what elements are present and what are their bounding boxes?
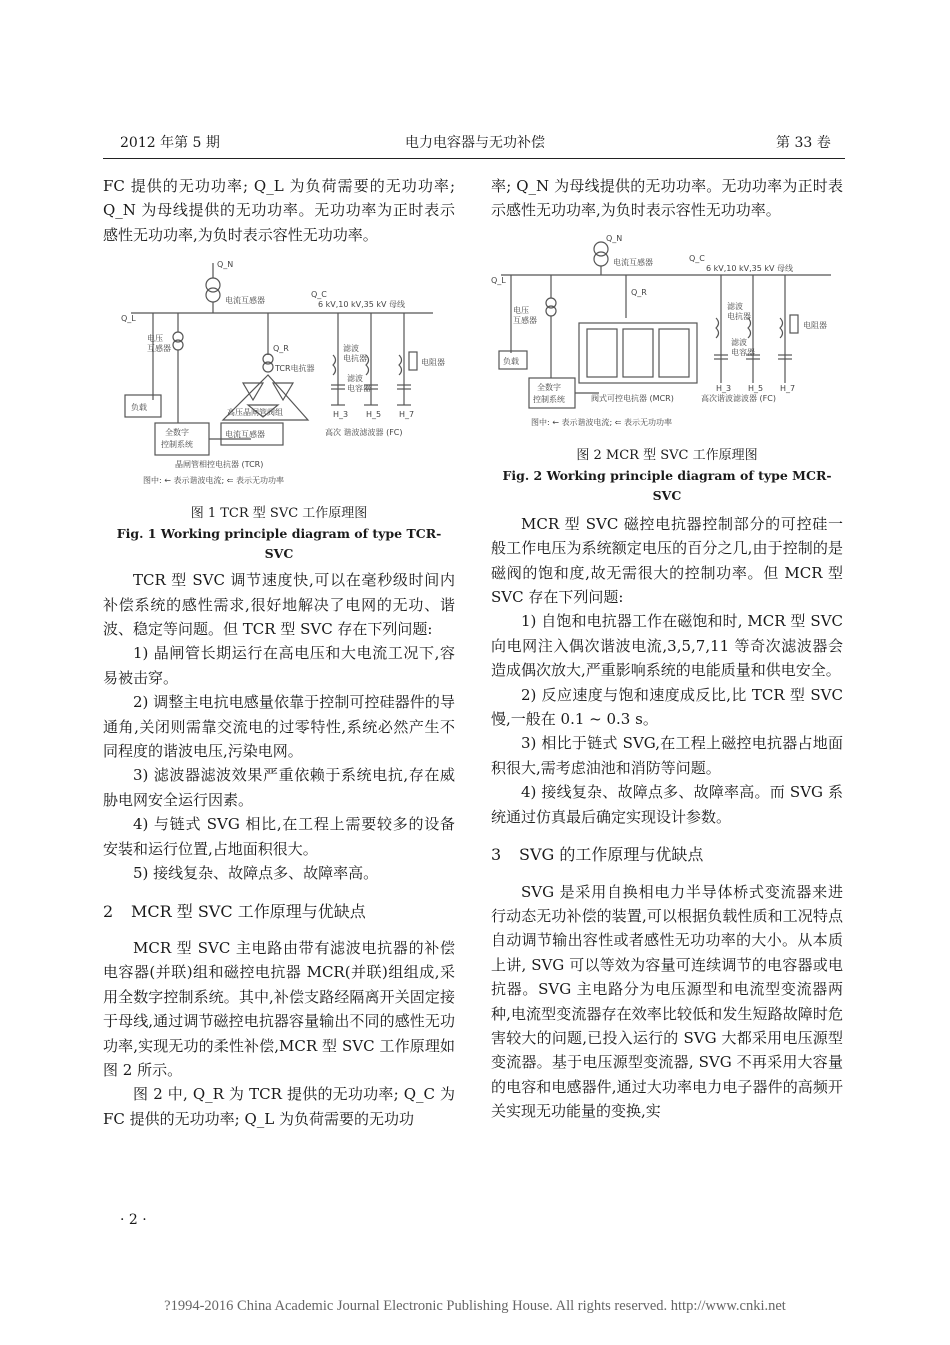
journal-issue: 2012 年第 5 期 xyxy=(120,135,220,151)
fig2-h7: H_7 xyxy=(780,383,796,393)
section-3-number: 3 xyxy=(491,845,502,865)
left-para-2: TCR 型 SVC 调节速度快,可以在毫秒级时间内补偿系统的感性需求,很好地解决了电网的无功、谐波、稳定等问题。但 TCR 型 SVC 存在下列问题: xyxy=(103,571,455,639)
right-item-4: 4) 接线复杂、故障点多、故障率高。而 SVG 系统通过仿真最后确定实现设计参数。 xyxy=(491,783,843,826)
fig2-res: 电阻器 xyxy=(803,320,827,330)
fig1-load: 负载 xyxy=(131,403,147,413)
fig2-caption-cn: 图 2 MCR 型 SVC 工作原理图 xyxy=(576,447,758,463)
right-item-2: 2) 反应速度与饱和速度成反比,比 TCR 型 SVC 慢,一般在 0.1 ~ 0.3 s。 xyxy=(491,685,843,729)
fig1-legend: 图中: ← 表示谐波电流; ⇐ 表示无功功率 xyxy=(143,476,284,486)
fig2-qr: Q_R xyxy=(631,287,647,297)
left-item-2: 2) 调整主电抗电感量依靠于控制可控硅器件的导通角,关闭则需靠交流电的过零特性,系统必然产生不同程度的谐波电压,污染电网。 xyxy=(103,693,455,761)
fig2-bus: 6 kV,10 kV,35 kV 母线 xyxy=(706,263,794,273)
fig1-h3: H_3 xyxy=(333,410,349,420)
fig2-load: 负载 xyxy=(503,356,519,366)
fig1-filt4: 电容器 xyxy=(347,384,371,394)
fig1-bus: 6 kV,10 kV,35 kV 母线 xyxy=(318,300,406,310)
right-para-2: MCR 型 SVC 磁控电抗器控制部分的可控硅一般工作电压为系统额定电压的百分之几,由于控制的是磁阀的饱和度,故无需很大的控制功率。但 MCR 型 SVC 存在下列问题: xyxy=(491,514,843,607)
fig1-res: 电阻器 xyxy=(421,358,445,368)
figure-1-tcr-diagram xyxy=(103,255,455,500)
right-para-3: SVG 是采用自换相电力半导体桥式变流器来进行动态无功补偿的装置,可以根据负载性质和工况特点自动调节输出容性或者感性无功功率的大小。从本质上讲, SVG 可以等效为容量可连续调节的电容器或电抗器。SVG 主电路分为电压源型和电流型变流器两种,电流型变流器存在效率比较低和发生短路故障时危害较大的问题,已投入运行的 SVG 大都采用电压源型变流器。基于电压源型变流器, SVG 不再采用大容量的电容和电感器件,通过大功率电力电子器件的高频开关实现无功能量的变换,实 xyxy=(491,882,843,1121)
fig1-qr: Q_R xyxy=(273,344,289,354)
fig2-filt1: 滤波 xyxy=(727,301,743,311)
left-para-4: 图 2 中, Q_R 为 TCR 提供的无功功率; Q_C 为 FC 提供的无功功率; Q_L 为负荷需要的无功功 xyxy=(103,1085,455,1128)
fig1-caption-cn: 图 1 TCR 型 SVC 工作原理图 xyxy=(190,506,368,522)
page-number: · 2 · xyxy=(120,1212,147,1228)
fig1-thy: 高压晶闸管阀组 xyxy=(227,408,283,418)
fig1-qc: Q_C xyxy=(311,290,327,300)
fig1-ctrl2: 控制系统 xyxy=(161,440,193,450)
fig2-ctrl2: 控制系统 xyxy=(533,394,565,404)
fig1-filt3: 滤波 xyxy=(347,374,363,384)
fig2-h3: H_3 xyxy=(716,383,732,393)
header-rule xyxy=(103,158,845,159)
fig1-ql: Q_L xyxy=(121,314,136,324)
fig2-h5: H_5 xyxy=(748,383,764,393)
fig2-pt2: 互感器 xyxy=(513,315,537,325)
fig2-qc: Q_C xyxy=(689,253,705,263)
fig2-caption-en: Fig. 2 Working principle diagram of type MCR-SVC xyxy=(502,467,832,503)
fig2-filt4: 电容器 xyxy=(731,347,755,357)
fig1-fc: 高次 谐波滤波器 (FC) xyxy=(325,428,403,438)
fig1-tcr: TCR电抗器 xyxy=(275,364,315,374)
section-2-heading xyxy=(103,900,455,924)
fig1-h7: H_7 xyxy=(399,410,415,420)
fig2-filt2: 电抗器 xyxy=(727,311,751,321)
fig1-pt2: 互感器 xyxy=(147,344,171,354)
journal-volume: 第 33 卷 xyxy=(776,135,831,151)
fig1-tcr-full: 晶闸管相控电抗器 (TCR) xyxy=(175,460,264,470)
fig1-ctrl1: 全数字 xyxy=(165,428,189,438)
journal-title: 电力电容器与无功补偿 xyxy=(405,135,545,151)
section-2-title: MCR 型 SVC 工作原理与优缺点 xyxy=(131,901,366,921)
fig1-filt2: 电抗器 xyxy=(343,354,367,364)
fig1-filt1: 滤波 xyxy=(343,344,359,354)
fig1-qn: Q_N xyxy=(217,260,234,270)
fig1-pt1: 电压 xyxy=(147,334,163,344)
fig2-ct: 电流互感器 xyxy=(613,257,653,267)
fig1-h5: H_5 xyxy=(366,410,382,420)
section-3-heading xyxy=(491,843,843,867)
fig2-qn: Q_N xyxy=(606,233,623,243)
section-3-title: SVG 的工作原理与优缺点 xyxy=(519,845,704,865)
left-item-1: 1) 晶闸管长期运行在高电压和大电流工况下,容易被击穿。 xyxy=(103,644,455,687)
fig1-caption-en: Fig. 1 Working principle diagram of type TCR-SVC xyxy=(116,526,442,562)
left-column xyxy=(103,174,455,1131)
fig2-fc: 高次谐波滤波器 (FC) xyxy=(701,393,776,403)
right-column xyxy=(491,174,843,1124)
fig2-pt1: 电压 xyxy=(513,305,529,315)
fig2-ctrl1: 全数字 xyxy=(537,382,561,392)
section-2-number: 2 xyxy=(103,901,114,921)
fig2-legend: 图中: ← 表示谐波电流; ⇐ 表示无功功率 xyxy=(531,417,672,427)
left-item-4: 4) 与链式 SVG 相比,在工程上需要较多的设备安装和运行位置,占地面积很大。 xyxy=(103,815,455,858)
right-item-1: 1) 自饱和电抗器工作在磁饱和时, MCR 型 SVC 向电网注入偶次谐波电流,3,5,7,11 等奇次滤波器会造成偶次放大,严重影响系统的电能质量和供电安全。 xyxy=(491,612,843,680)
fig2-filt3: 滤波 xyxy=(731,337,747,347)
right-item-3: 3) 相比于链式 SVG,在工程上磁控电抗器占地面积很大,需考虑油池和消防等问题。 xyxy=(491,734,843,777)
left-item-5: 5) 接线复杂、故障点多、故障率高。 xyxy=(133,864,379,883)
fig2-mcr: 阀式可控电抗器 (MCR) xyxy=(591,393,674,403)
left-para-3: MCR 型 SVC 主电路由带有滤波电抗器的补偿电容器(并联)组和磁控电抗器 MCR(并联)组组成,采用全数字控制系统。其中,补偿支路经隔离开关固定接于母线,通过调节磁控电抗器容量输出不同的感性无功功率,实现无功的柔性补偿,MCR 型 SVC 工作原理如图 2 所示。 xyxy=(103,938,455,1079)
fig1-ct: 电流互感器 xyxy=(225,296,265,306)
fig2-ql: Q_L xyxy=(491,275,506,285)
left-item-3: 3) 滤波器滤波效果严重依赖于系统电抗,存在威胁电网安全运行因素。 xyxy=(103,766,455,809)
fig1-ct2: 电流互感器 xyxy=(225,430,265,440)
right-para-1: 率; Q_N 为母线提供的无功功率。无功功率为正时表示感性无功功率,为负时表示容性无功功率。 xyxy=(491,177,843,220)
figure-2-mcr-diagram xyxy=(491,233,843,438)
copyright-footer: ?1994-2016 China Academic Journal Electronic Publishing House. All rights reserved. http://www.cnki.net xyxy=(164,1298,786,1314)
left-para-1: FC 提供的无功功率; Q_L 为负荷需要的无功功率; Q_N 为母线提供的无功功率。无功功率为正时表示感性无功功率,为负时表示容性无功功率。 xyxy=(103,177,455,244)
